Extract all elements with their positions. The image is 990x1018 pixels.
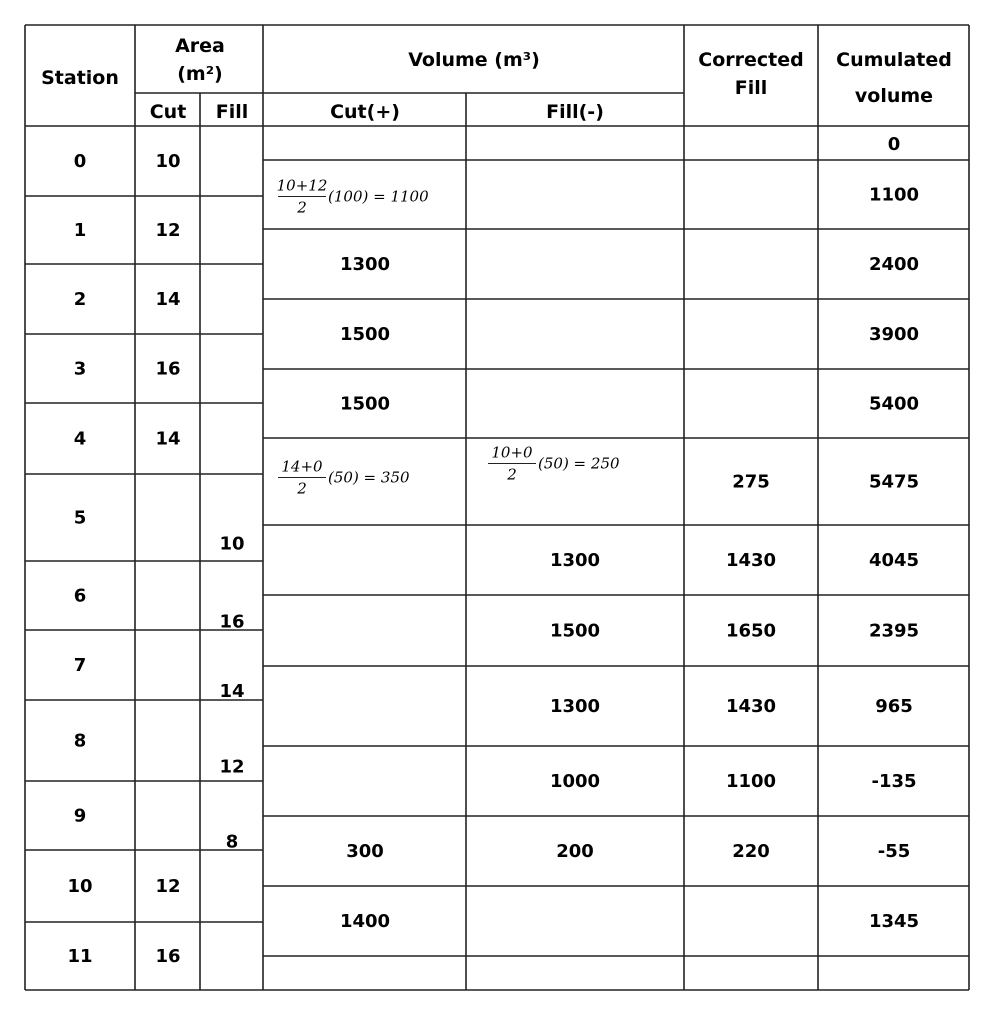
header-fill: Fill [215,101,249,123]
volume-cut-value: 1300 [339,254,391,275]
area-cut-value: 12 [155,876,181,897]
corrected-fill-value: 1650 [725,620,777,642]
cumulated-volume-value: 1345 [868,911,920,932]
area-fill-value: 16 [219,611,245,633]
cumulated-volume-start: 0 [887,134,901,155]
cumulated-volume-value: 1100 [868,184,920,206]
station-number: 6 [73,585,87,607]
header-corrected-fill-2: Fill [734,77,768,99]
station-number: 8 [73,730,87,752]
volume-cut-value: 1500 [339,393,391,415]
volume-cut-value: 1500 [339,324,391,345]
cumulated-volume-value: -55 [877,841,911,862]
cumulated-volume-value: 5400 [868,393,920,415]
volume-fill-formula [488,444,620,484]
station-number: 9 [73,805,87,827]
station-number: 1 [73,220,87,241]
header-volume: Volume (m³) [408,49,540,71]
formula-result: (50) = 350 [328,468,410,487]
header-area-unit: (m²) [177,63,223,85]
formula-denominator: 2 [507,465,517,484]
cumulated-volume-value: 965 [875,696,913,717]
station-number: 10 [67,876,93,897]
area-fill-value: 8 [225,831,239,853]
header-volume-fill: Fill(-) [546,101,604,123]
formula-numerator: 10+0 [491,443,533,462]
volume-cut-formula [278,458,410,498]
corrected-fill-value: 275 [732,471,770,493]
formula-denominator: 2 [297,479,307,498]
header-station: Station [41,67,119,89]
station-number: 5 [73,507,87,529]
volume-cut-formula [277,177,429,217]
cumulated-volume-value: 5475 [868,471,920,493]
volume-fill-value: 1300 [549,550,601,571]
station-number: 4 [73,428,87,450]
area-fill-value: 14 [219,681,245,702]
volume-fill-value: 1000 [549,771,601,792]
area-cut-value: 14 [155,428,181,450]
header-area: Area [175,35,225,57]
area-cut-value: 14 [155,289,181,310]
formula-result: (100) = 1100 [328,187,429,206]
formula-numerator: 14+0 [281,457,323,476]
area-fill-value: 10 [219,533,245,555]
volume-cut-value: 1400 [339,911,391,932]
corrected-fill-value: 220 [732,841,770,862]
formula-result: (50) = 250 [538,454,620,473]
station-number: 7 [73,655,87,676]
formula-denominator: 2 [297,198,307,217]
station-number: 0 [73,151,87,172]
header-corrected-fill: Corrected [698,49,804,71]
volume-fill-value: 1300 [549,696,601,717]
volume-fill-value: 200 [556,841,594,862]
cumulated-volume-value: 2400 [868,254,920,275]
corrected-fill-value: 1430 [725,550,777,571]
station-number: 11 [67,946,93,967]
header-cut: Cut [149,101,187,123]
header-volume-cut: Cut(+) [330,101,400,123]
formula-numerator: 10+12 [276,176,328,195]
cumulated-volume-value: 2395 [868,620,920,642]
cumulated-volume-value: -135 [871,771,917,792]
header-cumulated-volume: Cumulated [836,49,952,71]
table-body [67,134,919,967]
station-number: 3 [73,358,87,380]
corrected-fill-value: 1430 [725,696,777,717]
area-cut-value: 12 [155,220,181,241]
area-cut-value: 16 [155,358,181,380]
area-fill-value: 12 [219,756,245,778]
cumulated-volume-value: 4045 [868,550,920,571]
area-cut-value: 16 [155,946,181,967]
cumulated-volume-value: 3900 [868,324,920,345]
corrected-fill-value: 1100 [725,771,777,792]
volume-cut-value: 300 [346,841,384,862]
area-cut-value: 10 [155,151,181,172]
volume-fill-value: 1500 [549,620,601,642]
header-cumulated-volume-2: volume [854,85,934,107]
station-number: 2 [73,289,87,310]
